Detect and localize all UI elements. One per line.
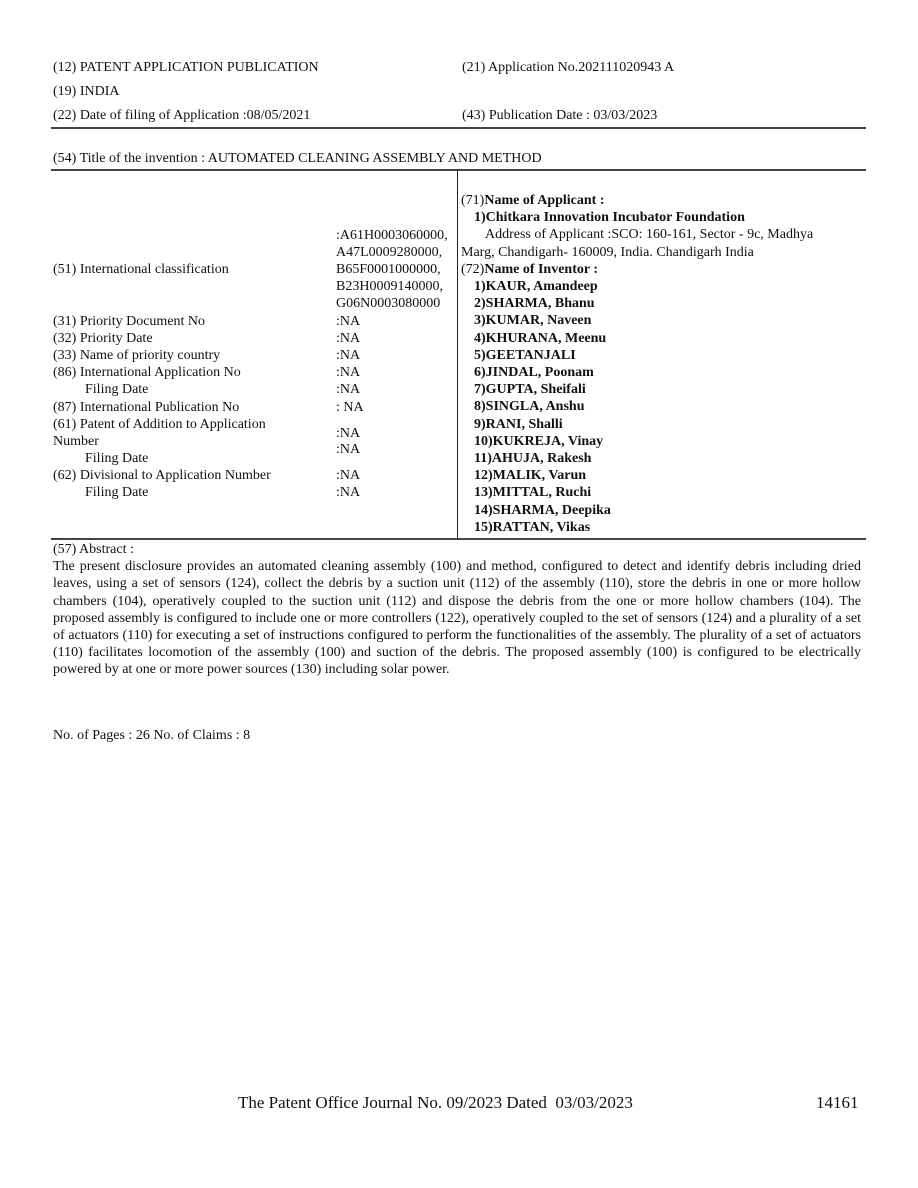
inventor-item: 12)MALIK, Varun [474, 468, 587, 484]
inventor-item: 2)SHARMA, Bhanu [474, 296, 595, 312]
publication-type: (12) PATENT APPLICATION PUBLICATION [53, 60, 319, 75]
applicant-address-line2: Marg, Chandigarh- 160009, India. Chandigarh India [461, 244, 754, 260]
inventor-item: 6)JINDAL, Poonam [474, 365, 594, 381]
field-label-continued: Number [53, 434, 99, 449]
inventor-item: 4)KHURANA, Meenu [474, 330, 607, 346]
country: (19) INDIA [53, 84, 120, 99]
inventor-item: 7)GUPTA, Sheifali [474, 382, 586, 398]
inventor-item: 8)SINGLA, Anshu [474, 399, 585, 415]
field-value: :NA [336, 442, 361, 457]
field-value: :NA [336, 426, 361, 441]
intl-classification-values [336, 227, 448, 312]
page-number: 14161 [816, 1093, 859, 1112]
inventor-heading-label: Name of Inventor : [484, 261, 598, 277]
inventor-code: (72) [461, 261, 485, 277]
inventor-item: 9)RANI, Shalli [474, 416, 563, 432]
classification-code: G06N0003080000 [336, 296, 441, 311]
field-value: :NA [336, 382, 361, 397]
classification-code: B65F0001000000, [336, 262, 441, 277]
field-label: (31) Priority Document No [53, 314, 206, 329]
field-label: (87) International Publication No [53, 400, 240, 415]
field-value: :NA [336, 468, 361, 483]
abstract-section [53, 541, 868, 679]
field-value: :NA [336, 365, 361, 380]
field-value: :NA [336, 348, 361, 363]
inventor-item: 15)RATTAN, Vikas [474, 519, 591, 535]
invention-title: (54) Title of the invention : AUTOMATED CLEANING ASSEMBLY AND METHOD [53, 151, 542, 166]
field-label: Filing Date [85, 485, 149, 500]
abstract-heading: (57) Abstract : [53, 542, 134, 557]
column-divider [457, 170, 458, 538]
field-value: :NA [336, 331, 361, 346]
filing-date: (22) Date of filing of Application :08/05/2021 [53, 108, 311, 123]
applicant-code: (71) [461, 193, 485, 208]
classification-code: A47L0009280000, [336, 245, 443, 260]
inventor-item: 11)AHUJA, Rakesh [474, 451, 592, 467]
abstract-text: The present disclosure provides an automated cleaning assembly (100) and method, configured to detect and identify debris including dried leaves, using a set of sensors (124), collect the debris by a suction unit (112) of the assembly (110), store the debris in one or more hollow chambers (104), operatively coupled to the suction unit (112) and dispose the debris from the one or more hollow chambers (104). The proposed assembly is configured to include one or more controllers (122), operatively coupled to the set of sensors (124) and a plurality of a set of actuators (110) for executing a set of instructions configured to perform the functionalities of the assembly. The plurality of a set of actuators (110) facilitates locomotion of the assembly (100) and suction of the debris. The proposed assembly (100) is configured to be electrically powered by at one or more power sources (130) including solar power. [53, 559, 861, 678]
field-label: (61) Patent of Addition to Application [53, 417, 266, 432]
header-divider [51, 127, 866, 129]
applicant-heading-label: Name of Applicant : [484, 193, 605, 208]
journal-footer: The Patent Office Journal No. 09/2023 Dated 03/03/2023 [238, 1093, 633, 1112]
field-label: (33) Name of priority country [53, 348, 221, 363]
field-value: :NA [336, 485, 361, 500]
application-number: (21) Application No.202111020943 A [462, 60, 675, 75]
inventor-item: 5)GEETANJALI [474, 347, 576, 363]
inventor-heading [461, 261, 871, 278]
applicant-name: 1)Chitkara Innovation Incubator Foundation [474, 210, 745, 226]
field-label: (62) Divisional to Application Number [53, 468, 271, 483]
applicant-inventor-section [461, 192, 871, 536]
field-label: (86) International Application No [53, 365, 241, 380]
title-divider [51, 169, 866, 171]
field-value: : NA [336, 400, 364, 415]
applicant-address-line1: Address of Applicant :SCO: 160-161, Sector - 9c, Madhya [485, 227, 814, 243]
applicant-heading [461, 192, 871, 209]
publication-date: (43) Publication Date : 03/03/2023 [462, 108, 658, 123]
inventor-item: 1)KAUR, Amandeep [474, 279, 598, 295]
classification-code: B23H0009140000, [336, 279, 443, 294]
table-bottom-divider [51, 538, 866, 540]
intl-classification-label: (51) International classification [53, 262, 229, 277]
field-label: Filing Date [85, 451, 149, 466]
field-label: Filing Date [85, 382, 149, 397]
classification-code: :A61H0003060000, [336, 228, 448, 243]
inventor-item: 3)KUMAR, Naveen [474, 313, 592, 329]
inventor-item: 10)KUKREJA, Vinay [474, 433, 604, 449]
page-claims-info: No. of Pages : 26 No. of Claims : 8 [53, 728, 251, 743]
inventor-item: 14)SHARMA, Deepika [474, 502, 611, 518]
field-value: :NA [336, 314, 361, 329]
field-label: (32) Priority Date [53, 331, 153, 346]
inventor-item: 13)MITTAL, Ruchi [474, 485, 592, 501]
